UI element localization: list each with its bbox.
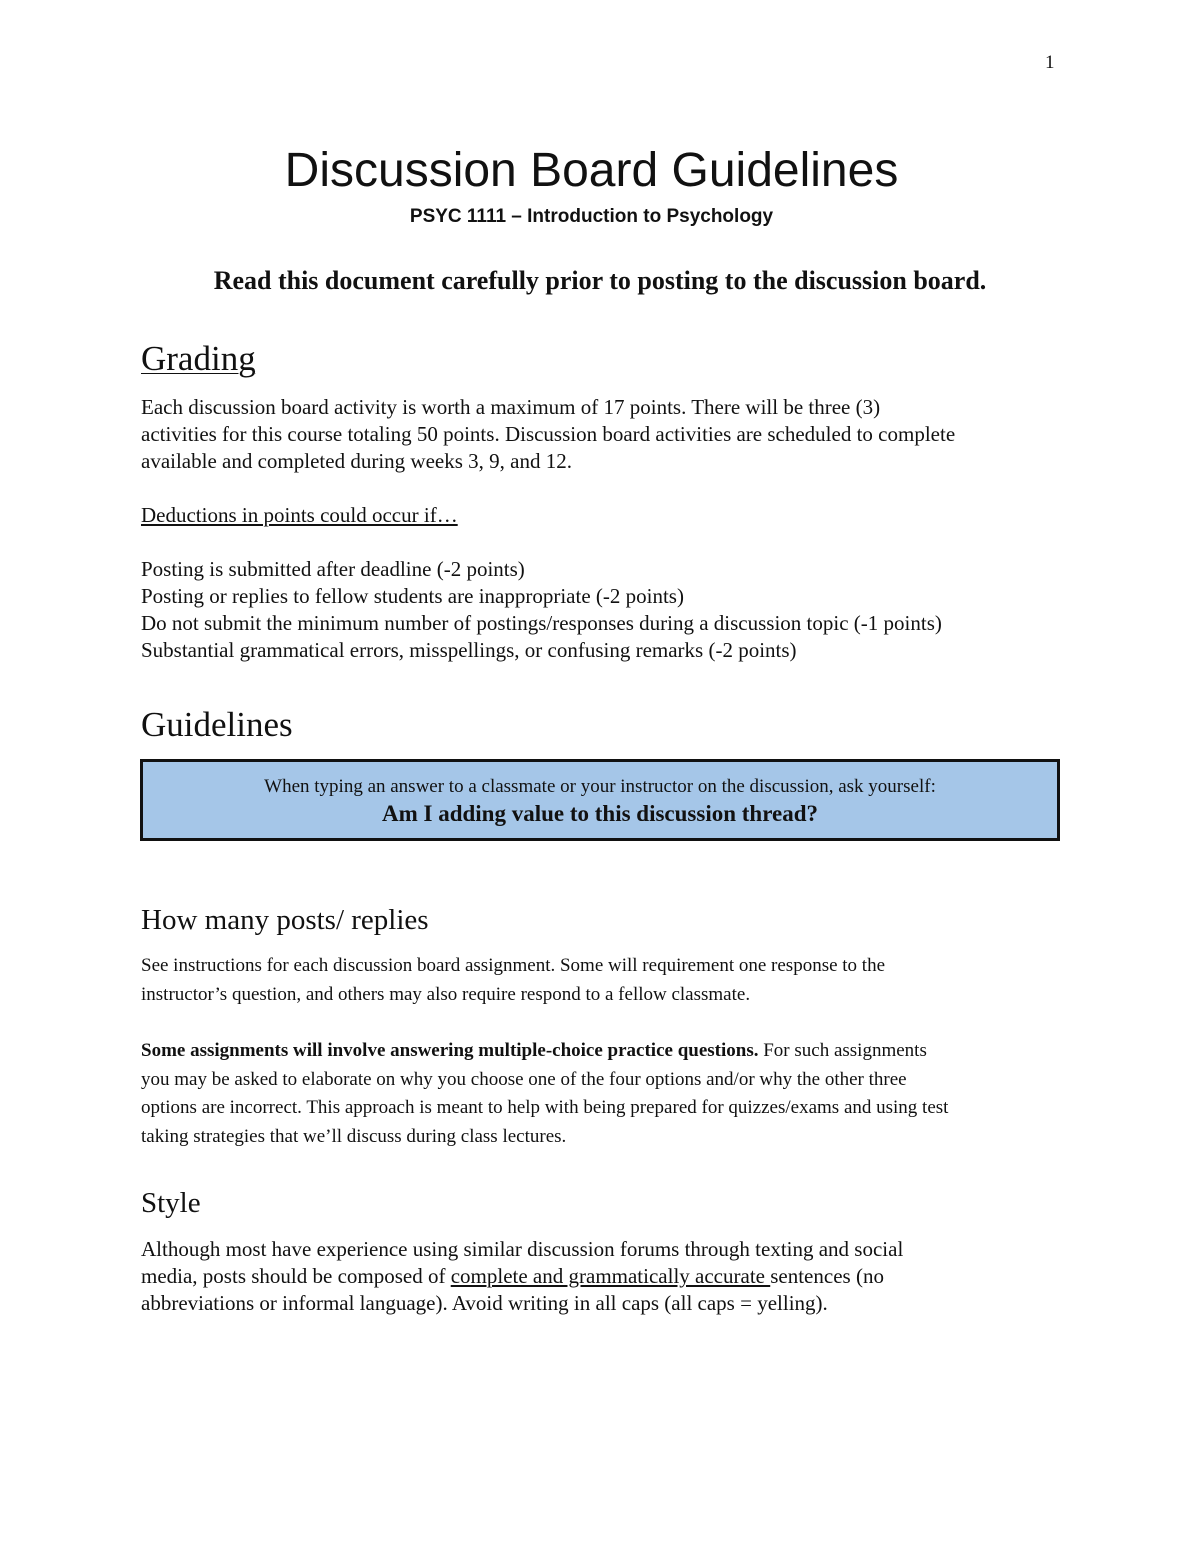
mc-line: you may be asked to elaborate on why you choose one of the four options and/or why the other three: [141, 1068, 907, 1090]
style-line: Although most have experience using similar discussion forums through texting and social: [141, 1237, 904, 1261]
deductions-list: [141, 556, 1061, 664]
grading-line: activities for this course totaling 50 points. Discussion board activities are scheduled to complete: [141, 422, 956, 446]
style-line-2-pre: media, posts should be composed of: [141, 1264, 451, 1288]
page-number: 1: [1045, 52, 1055, 73]
style-underlined-phrase: complete and grammatically accurate: [450, 1264, 771, 1288]
callout-prompt: When typing an answer to a classmate or your instructor on the discussion, ask yourself:: [264, 776, 936, 797]
document-title: Discussion Board Guidelines: [284, 144, 899, 197]
deductions-heading-block: [141, 502, 1061, 529]
deduction-item: Posting is submitted after deadline (-2 points): [141, 557, 525, 581]
deduction-item: Substantial grammatical errors, misspellings, or confusing remarks (-2 points): [141, 638, 797, 662]
guidelines-heading: Guidelines: [141, 705, 293, 744]
style-line-2: [141, 1263, 1061, 1290]
posts-section: [141, 903, 1061, 938]
guidelines-section: [141, 704, 1061, 746]
callout-question: Am I adding value to this discussion thread?: [381, 801, 819, 826]
mc-bold-lead: Some assignments will involve answering multiple-choice practice questions.: [141, 1040, 759, 1061]
posts-line: instructor’s question, and others may also require respond to a fellow classmate.: [141, 983, 751, 1005]
style-line: abbreviations or informal language). Avoid writing in all caps (all caps = yelling).: [141, 1291, 828, 1315]
mc-line: options are incorrect. This approach is meant to help with being prepared for quizzes/exams and using test: [141, 1097, 949, 1118]
grading-section: [141, 338, 1061, 380]
mc-line: taking strategies that we’ll discuss during class lectures.: [141, 1125, 567, 1147]
style-paragraph: [141, 1236, 1061, 1317]
grading-paragraph: [141, 394, 1061, 475]
style-section: [141, 1186, 1061, 1221]
deductions-heading: Deductions in points could occur if…: [141, 503, 458, 527]
grading-heading: Grading: [141, 339, 256, 378]
deduction-item: Posting or replies to fellow students are inappropriate (-2 points): [141, 584, 684, 608]
posts-heading: How many posts/ replies: [141, 904, 429, 936]
multiple-choice-paragraph: [141, 1037, 1061, 1151]
reading-instruction: Read this document carefully prior to posting to the discussion board.: [213, 266, 987, 295]
mc-first-line-rest: For such assignments: [758, 1040, 927, 1061]
deduction-item: Do not submit the minimum number of postings/responses during a discussion topic (-1 points): [141, 611, 942, 635]
style-heading: Style: [141, 1187, 201, 1219]
style-line-2-post: sentences (no: [770, 1264, 884, 1288]
mc-first-line: [141, 1037, 1061, 1066]
posts-line: See instructions for each discussion board assignment. Some will requirement one response to the: [141, 955, 886, 976]
posts-paragraph: [141, 952, 1061, 1009]
guidelines-callout-box: [140, 759, 1060, 841]
grading-line: Each discussion board activity is worth a maximum of 17 points. There will be three (3): [141, 395, 881, 419]
grading-line: available and completed during weeks 3, 9, and 12.: [141, 449, 572, 473]
document-subtitle: PSYC 1111 – Introduction to Psychology: [409, 206, 774, 227]
